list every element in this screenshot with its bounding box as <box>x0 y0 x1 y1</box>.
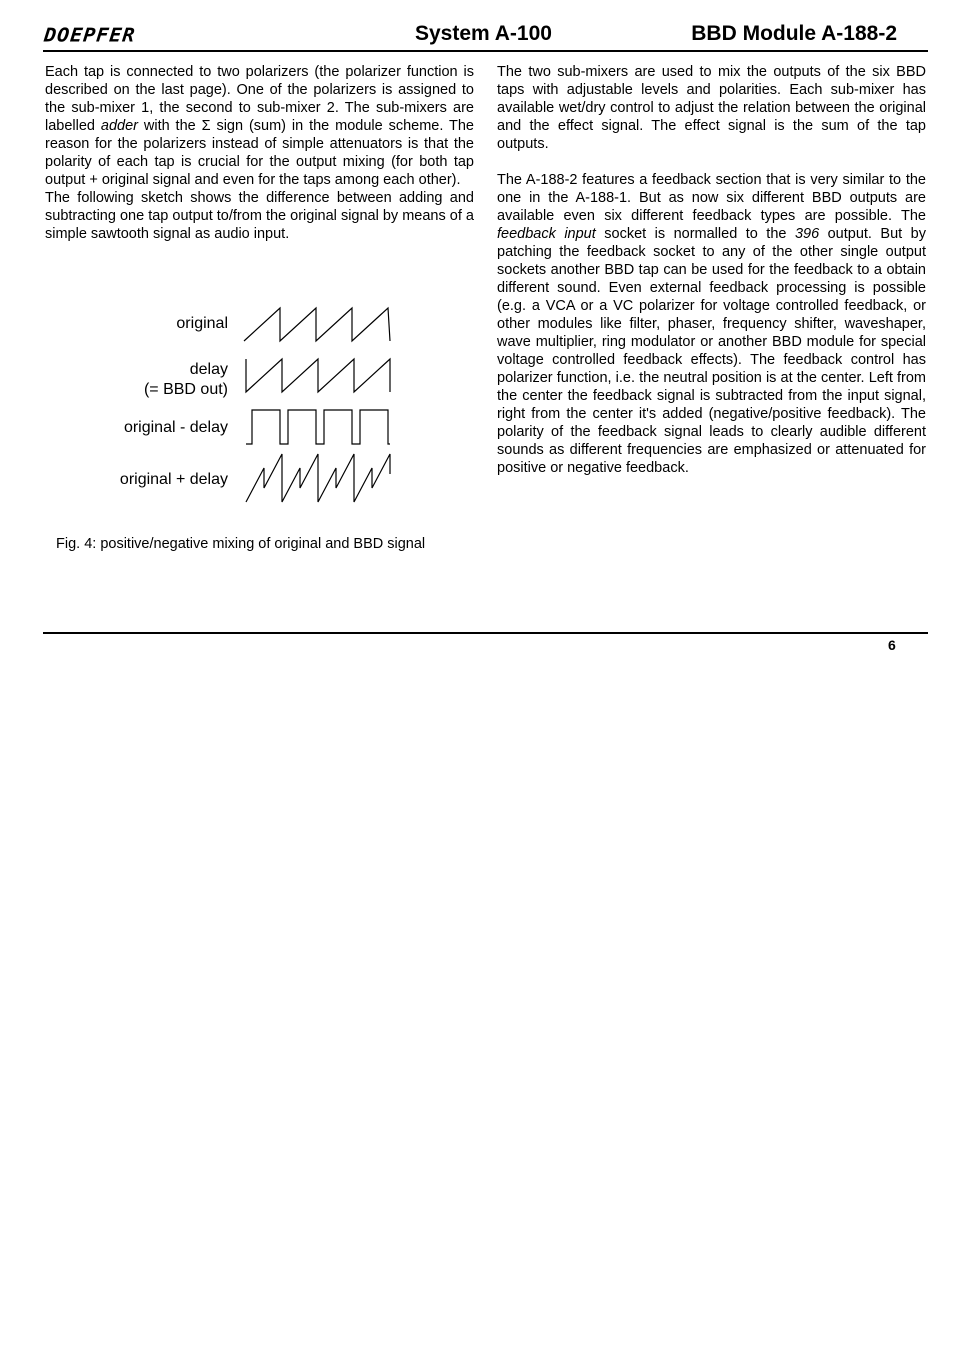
page-header <box>43 20 928 52</box>
text-run: with the Σ sign (sum) in the module scheme. The reason for the polarizers instead of simple attenuators is that the polarity of each tap is crucial for the output mixing (for both tap output + original signal and even for the taps among each other). <box>45 118 474 188</box>
text-run: output. But by patching the feedback socket to any of the other single output sockets another BBD tap can be used for the feedback to a obtain different sound. Even external feedback processing is possible (e.g. a VCA or a VC polarizer for voltage controlled feedback, or other modules like filter, phaser, frequency shifter, waveshaper, wave multiplier, ring modulator or another BBD module for special voltage controlled feedback effects). The feedback control has polarizer function, i.e. the neutral position is at the center. Left from the center the feedback signal is subtracted from the input signal, right from the center it's added (negative/positive feedback). The polarity of the feedback signal leads to clearly audible different sounds as different frequencies are emphasized or attenuated for positive or negative feedback. <box>497 226 926 476</box>
wave-original-minus-delay <box>246 410 390 444</box>
text-run: The A-188-2 features a feedback section that is very similar to the one in the A-188-1. But as now six different BBD outputs are available even six different feedback types are possible. The <box>497 172 926 224</box>
paragraph-gap <box>497 153 926 171</box>
waveform-diagram <box>100 296 400 516</box>
system-title: System A-100 <box>415 22 552 45</box>
italic-run: 396 <box>794 226 820 242</box>
module-title: BBD Module A-188-2 <box>691 22 897 45</box>
figure-caption: Fig. 4: positive/negative mixing of original and BBD signal <box>56 536 426 552</box>
label-delay: delay <box>189 361 228 378</box>
label-original-minus-delay: original - delay <box>123 419 228 436</box>
footer-divider <box>43 632 928 634</box>
label-original: original <box>176 315 228 332</box>
waveform-figure <box>100 296 400 516</box>
wave-original <box>244 308 390 341</box>
label-bbd-out: (= BBD out) <box>143 381 228 398</box>
paragraph-sub-mixers: The two sub-mixers are used to mix the outputs of the six BBD taps with adjustable levels and polarities. Each sub-mixer has available wet/dry control to adjust the relation between the original and the effect signal. The effect signal is the sum of the tap outputs. <box>497 64 926 152</box>
page-number: 6 <box>888 637 896 653</box>
left-column <box>45 63 474 243</box>
italic-run: feedback input <box>497 226 596 242</box>
wave-delay <box>246 359 390 392</box>
text-run: socket is normalled to the <box>595 226 795 242</box>
italic-run: adder <box>100 118 138 134</box>
paragraph-sketch-intro: The following sketch shows the difference between adding and subtracting one tap output to/from the original signal by means of a simple sawtooth signal as audio input. <box>45 190 474 242</box>
paragraph-polarizers <box>45 63 474 189</box>
label-original-plus-delay: original + delay <box>119 471 228 488</box>
brand-logo: DOEPFER <box>43 23 137 46</box>
right-column <box>497 63 926 477</box>
wave-original-plus-delay <box>246 454 390 502</box>
paragraph-feedback <box>497 171 926 477</box>
text-run: Each tap is connected to two polarizers (the polarizer function is described on the last page). One of the polarizers is assigned to the sub-mixer 1, the second to sub-mixer 2. The sub-mixers are labelled <box>45 64 474 134</box>
